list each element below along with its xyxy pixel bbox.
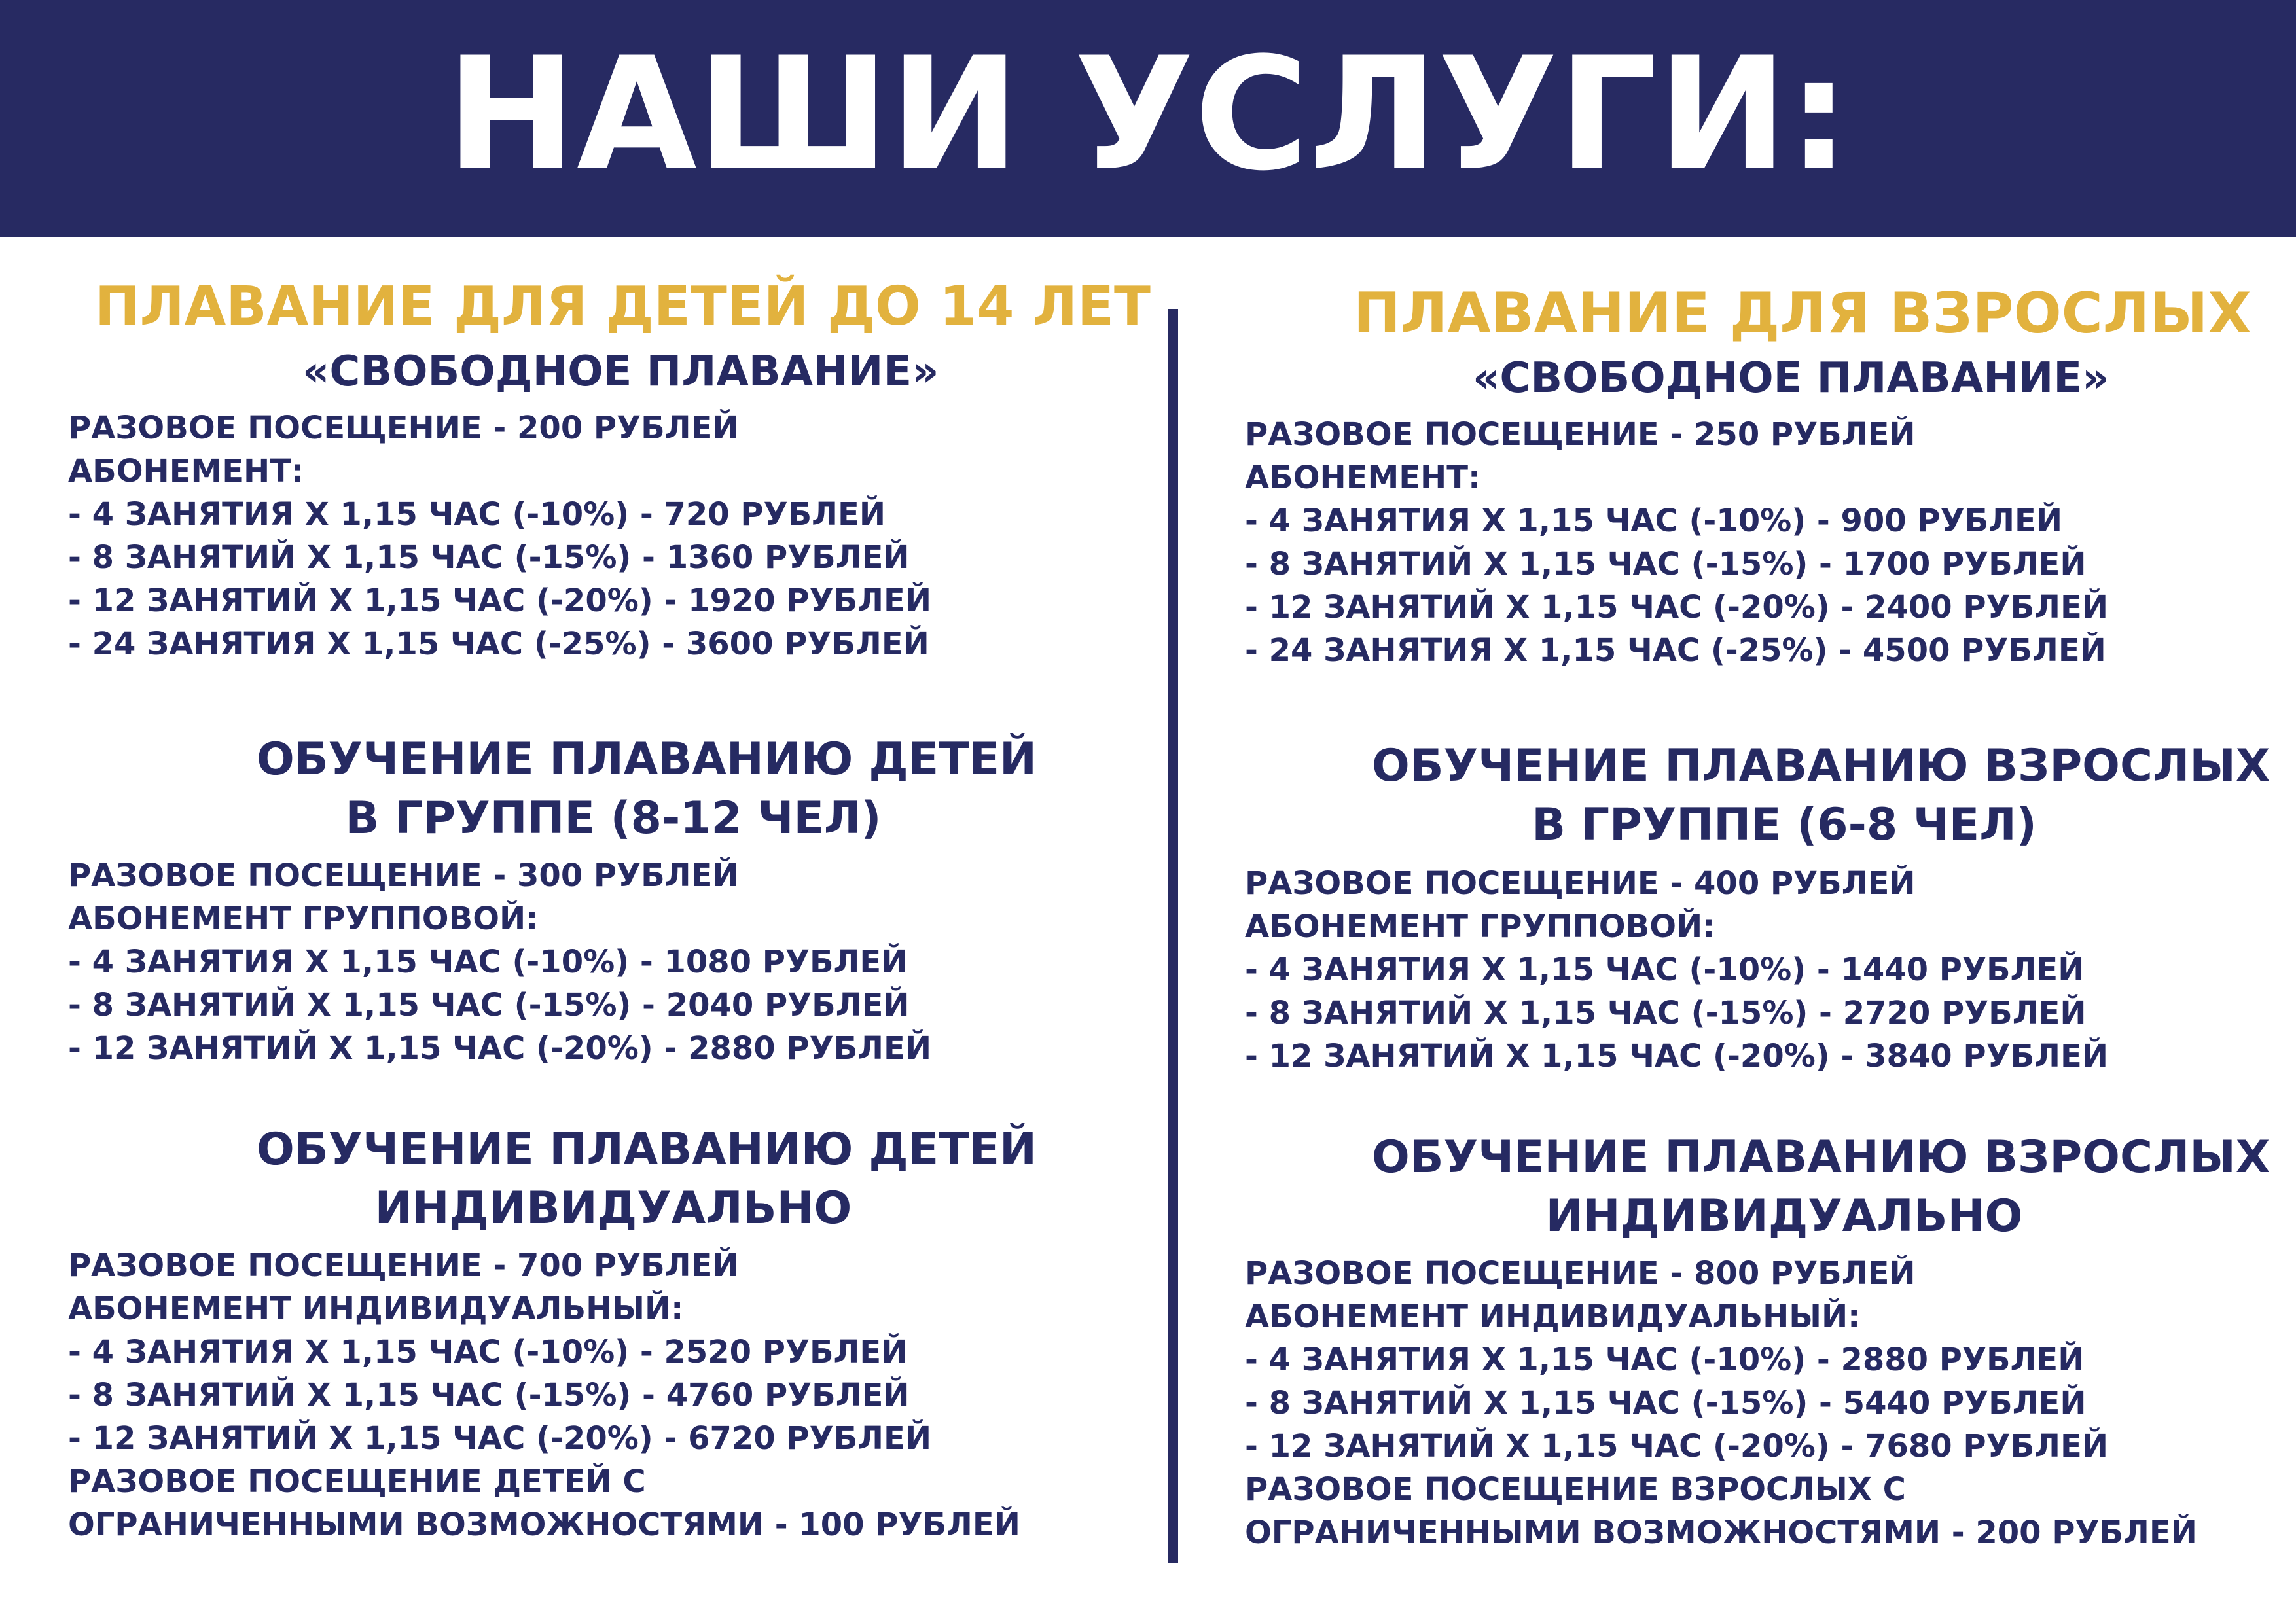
list-item: РАЗОВОЕ ПОСЕЩЕНИЕ - 300 РУБЛЕЙ xyxy=(68,857,739,894)
list-item: - 4 ЗАНЯТИЯ Х 1,15 ЧАС (-10%) - 2520 РУБЛЕЙ xyxy=(68,1334,908,1370)
list-item: - 8 ЗАНЯТИЙ Х 1,15 ЧАС (-15%) - 5440 РУБЛЕЙ xyxy=(1245,1385,2087,1421)
list-item: - 12 ЗАНЯТИЙ Х 1,15 ЧАС (-20%) - 2400 РУБЛЕЙ xyxy=(1245,589,2108,626)
section-title-line: ИНДИВИДУАЛЬНО xyxy=(374,1183,852,1234)
adults-free-swim-title: «СВОБОДНОЕ ПЛАВАНИЕ» xyxy=(1473,354,2109,402)
list-item: ОГРАНИЧЕННЫМИ ВОЗМОЖНОСТЯМИ - 100 РУБЛЕЙ xyxy=(68,1507,1020,1543)
adults-group-title xyxy=(1372,737,2270,855)
list-item: - 12 ЗАНЯТИЙ Х 1,15 ЧАС (-20%) - 3840 РУБЛЕЙ xyxy=(1245,1038,2108,1075)
list-item: АБОНЕМЕНТ ИНДИВИДУАЛЬНЫЙ: xyxy=(1245,1298,1861,1335)
list-item: - 4 ЗАНЯТИЯ Х 1,15 ЧАС (-10%) - 2880 РУБЛЕЙ xyxy=(1245,1342,2085,1378)
list-item: РАЗОВОЕ ПОСЕЩЕНИЕ - 700 РУБЛЕЙ xyxy=(68,1247,739,1284)
list-item: - 12 ЗАНЯТИЙ Х 1,15 ЧАС (-20%) - 1920 РУБЛЕЙ xyxy=(68,582,931,619)
section-title-line: В ГРУППЕ (6-8 ЧЕЛ) xyxy=(1532,799,2037,851)
children-heading: ПЛАВАНИЕ ДЛЯ ДЕТЕЙ ДО 14 ЛЕТ xyxy=(95,276,1151,338)
list-item: АБОНЕМЕНТ ГРУППОВОЙ: xyxy=(68,901,539,937)
list-item: - 8 ЗАНЯТИЙ Х 1,15 ЧАС (-15%) - 4760 РУБЛЕЙ xyxy=(68,1377,910,1414)
children-free-swim-title: «СВОБОДНОЕ ПЛАВАНИЕ» xyxy=(302,348,939,396)
list-item: РАЗОВОЕ ПОСЕЩЕНИЕ - 400 РУБЛЕЙ xyxy=(1245,865,1916,902)
list-item: АБОНЕМЕНТ ГРУППОВОЙ: xyxy=(1245,908,1715,945)
list-item: - 8 ЗАНЯТИЙ Х 1,15 ЧАС (-15%) - 1360 РУБЛЕЙ xyxy=(68,539,910,576)
column-divider xyxy=(1168,309,1178,1563)
list-item: - 8 ЗАНЯТИЙ Х 1,15 ЧАС (-15%) - 2040 РУБЛЕЙ xyxy=(68,987,910,1024)
list-item: - 12 ЗАНЯТИЙ Х 1,15 ЧАС (-20%) - 2880 РУБЛЕЙ xyxy=(68,1030,931,1067)
list-item: - 24 ЗАНЯТИЯ Х 1,15 ЧАС (-25%) - 3600 РУБЛЕЙ xyxy=(68,626,929,662)
page-title: НАШИ УСЛУГИ: xyxy=(446,24,1850,205)
section-title-line: ИНДИВИДУАЛЬНО xyxy=(1545,1190,2023,1242)
list-item: - 8 ЗАНЯТИЙ Х 1,15 ЧАС (-15%) - 1700 РУБЛЕЙ xyxy=(1245,546,2087,582)
list-item: - 4 ЗАНЯТИЯ Х 1,15 ЧАС (-10%) - 720 РУБЛЕЙ xyxy=(68,496,886,533)
section-title-line: ОБУЧЕНИЕ ПЛАВАНИЮ ДЕТЕЙ xyxy=(257,1124,1037,1175)
header-banner xyxy=(0,0,2296,237)
section-title-line: ОБУЧЕНИЕ ПЛАВАНИЮ ДЕТЕЙ xyxy=(257,734,1037,785)
list-item: АБОНЕМЕНТ ИНДИВИДУАЛЬНЫЙ: xyxy=(68,1291,684,1327)
list-item: РАЗОВОЕ ПОСЕЩЕНИЕ - 800 РУБЛЕЙ xyxy=(1245,1255,1916,1292)
section-title-line: В ГРУППЕ (8-12 ЧЕЛ) xyxy=(345,793,882,844)
adults-individual-title xyxy=(1372,1128,2270,1246)
list-item: РАЗОВОЕ ПОСЕЩЕНИЕ ВЗРОСЛЫХ С xyxy=(1245,1471,1906,1508)
list-item: ОГРАНИЧЕННЫМИ ВОЗМОЖНОСТЯМИ - 200 РУБЛЕЙ xyxy=(1245,1514,2197,1551)
list-item: - 24 ЗАНЯТИЯ Х 1,15 ЧАС (-25%) - 4500 РУБЛЕЙ xyxy=(1245,632,2106,669)
section-title-line: ОБУЧЕНИЕ ПЛАВАНИЮ ВЗРОСЛЫХ xyxy=(1372,1132,2270,1183)
section-title-line: ОБУЧЕНИЕ ПЛАВАНИЮ ВЗРОСЛЫХ xyxy=(1372,740,2270,792)
list-item: - 4 ЗАНЯТИЯ Х 1,15 ЧАС (-10%) - 1080 РУБЛЕЙ xyxy=(68,944,908,980)
list-item: - 12 ЗАНЯТИЙ Х 1,15 ЧАС (-20%) - 6720 РУБЛЕЙ xyxy=(68,1420,931,1457)
children-individual-title xyxy=(257,1120,1037,1238)
list-item: АБОНЕМЕНТ: xyxy=(1245,459,1481,496)
list-item: РАЗОВОЕ ПОСЕЩЕНИЕ - 250 РУБЛЕЙ xyxy=(1245,416,1916,453)
list-item: АБОНЕМЕНТ: xyxy=(68,453,304,490)
list-item: - 4 ЗАНЯТИЯ Х 1,15 ЧАС (-10%) - 900 РУБЛЕЙ xyxy=(1245,503,2062,539)
list-item: РАЗОВОЕ ПОСЕЩЕНИЕ - 200 РУБЛЕЙ xyxy=(68,410,739,446)
list-item: - 4 ЗАНЯТИЯ Х 1,15 ЧАС (-10%) - 1440 РУБЛЕЙ xyxy=(1245,952,2085,988)
list-item: - 8 ЗАНЯТИЙ Х 1,15 ЧАС (-15%) - 2720 РУБЛЕЙ xyxy=(1245,995,2087,1031)
adults-heading: ПЛАВАНИЕ ДЛЯ ВЗРОСЛЫХ xyxy=(1354,281,2251,346)
children-group-title xyxy=(257,730,1037,848)
list-item: РАЗОВОЕ ПОСЕЩЕНИЕ ДЕТЕЙ С xyxy=(68,1463,646,1500)
list-item: - 12 ЗАНЯТИЙ Х 1,15 ЧАС (-20%) - 7680 РУБЛЕЙ xyxy=(1245,1428,2108,1465)
